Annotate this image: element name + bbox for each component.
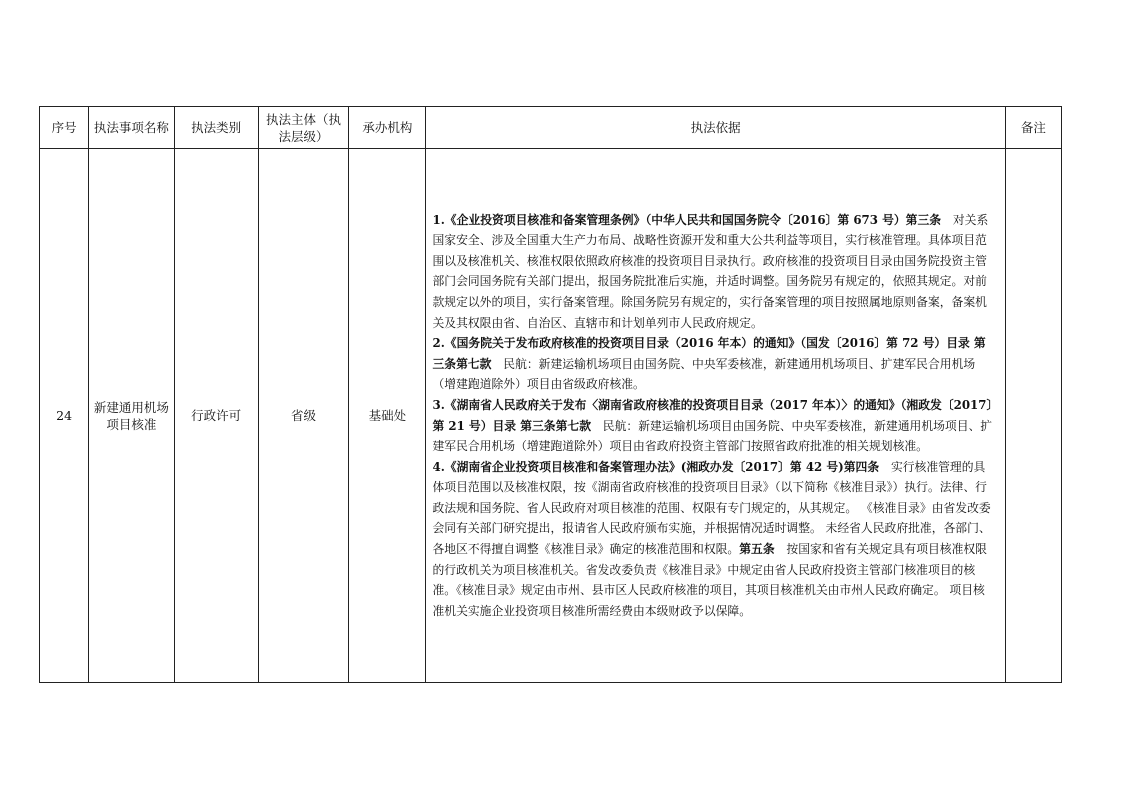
legal-basis-text: 实行核准管理的具体项目范围以及核准权限，按《湖南省政府核准的投资项目目录》（以下简称《核准目录》）执行。法律、行政法规和国务院、省人民政府对项目核准的范围、权限有专门规定的，从其规定。 《核准目录》由省发改委会同有关部门研究提出，报请省人民政府颁布实施，并根据情况适时调整。 未经省人民政府批准，各部门、各地区不得擅自调整《核准目录》确定的核准范围和权限。 bbox=[432, 459, 991, 557]
legal-basis-citation: 3.《湖南省人民政府关于发布〈湖南省政府核准的投资项目目录（2017 年本）〉的通知》（湘政发〔2017〕第 21 号）目录 第三条第七款 bbox=[432, 397, 993, 433]
cell-legal-basis bbox=[426, 149, 1005, 683]
law-enforcement-table bbox=[39, 106, 1062, 683]
cell-remarks bbox=[1005, 149, 1061, 683]
table-header-row bbox=[40, 107, 1062, 149]
legal-basis-text: 民航：新建运输机场项目由国务院、中央军委核准，新建通用机场项目、扩建军民合用机场（增建跑道除外）项目由省级政府核准。 bbox=[432, 356, 976, 392]
header-remarks: 备注 bbox=[1005, 107, 1061, 149]
header-category: 执法类别 bbox=[174, 107, 258, 149]
legal-basis-citation: 1.《企业投资项目核准和备案管理条例》（中华人民共和国国务院令〔2016〕第 673 号）第三条 bbox=[432, 212, 942, 227]
legal-basis-text: 对关系国家安全、涉及全国重大生产力布局、战略性资源开发和重大公共利益等项目，实行核准管理。具体项目范围以及核准机关、核准权限依照政府核准的投资项目目录执行。政府核准的投资项目目录由国务院投资主管部门会同国务院有关部门提出，报国务院批准后实施，并适时调整。国务院另有规定的，依照其规定。对前款规定以外的项目，实行备案管理。除国务院另有规定的，实行备案管理的项目按照属地原则备案，备案机关及其权限由省、自治区、直辖市和计划单列市人民政府规定。 bbox=[432, 212, 989, 330]
legal-basis-paragraph bbox=[432, 210, 994, 334]
header-seq: 序号 bbox=[40, 107, 89, 149]
header-handler: 承办机构 bbox=[349, 107, 426, 149]
legal-basis-text: 按国家和省有关规定具有项目核准权限的行政机关为项目核准机关。省发改委负责《核准目录》中规定由省人民政府投资主管部门核准项目的核准。《核准目录》规定由市州、县市区人民政府核准的项目，其项目核准机关由市州人民政府确定。 项目核准机关实施企业投资项目核准所需经费由本级财政予以保障。 bbox=[432, 542, 987, 618]
legal-basis-paragraph bbox=[432, 395, 994, 457]
legal-basis-citation: 2.《国务院关于发布政府核准的投资项目目录（2016 年本）的通知》（国发〔2016〕第 72 号）目录 第三条第七款 bbox=[432, 336, 986, 371]
table-row bbox=[40, 149, 1062, 683]
legal-basis-citation: 第五条 bbox=[739, 542, 775, 557]
legal-basis-citation: 4.《湖南省企业投资项目核准和备案管理办法》(湘政办发〔2017〕第 42 号)第四条 bbox=[432, 459, 880, 474]
header-basis: 执法依据 bbox=[426, 107, 1005, 149]
cell-subject: 省级 bbox=[258, 149, 348, 683]
cell-item-name: 新建通用机场项目核准 bbox=[89, 149, 174, 683]
cell-seq: 24 bbox=[40, 149, 89, 683]
legal-basis-text: 民航：新建运输机场项目由国务院、中央军委核准，新建通用机场项目、扩建军民合用机场（增建跑道除外）项目由省政府投资主管部门按照省政府批准的相关规划核准。 bbox=[432, 418, 993, 454]
cell-category: 行政许可 bbox=[174, 149, 258, 683]
legal-basis-paragraph bbox=[432, 333, 994, 395]
header-subject: 执法主体（执法层级） bbox=[258, 107, 348, 149]
cell-handler: 基础处 bbox=[349, 149, 426, 683]
header-item-name: 执法事项名称 bbox=[89, 107, 174, 149]
legal-basis-paragraph bbox=[432, 457, 994, 622]
